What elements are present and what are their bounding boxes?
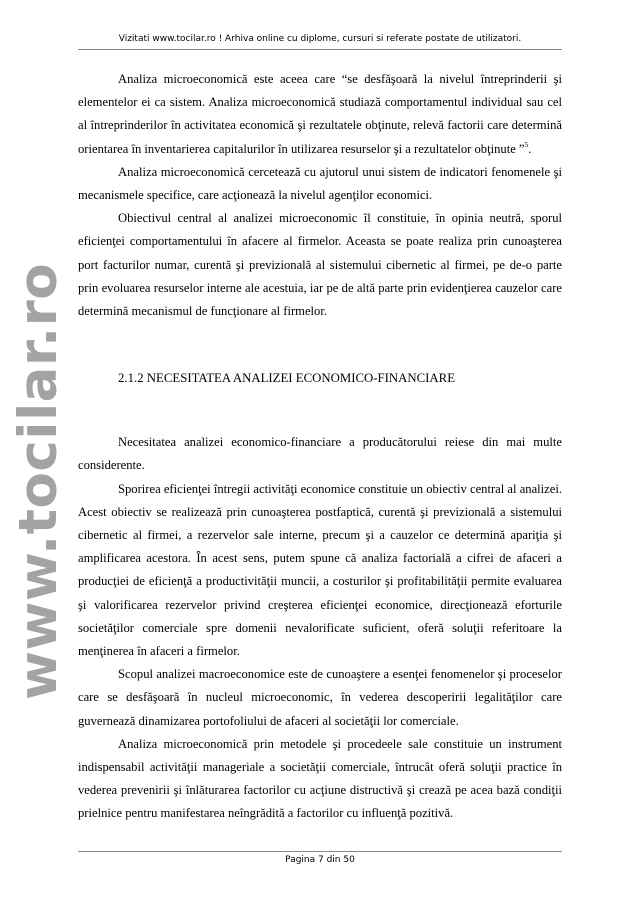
footer-divider	[78, 851, 562, 852]
footnote-marker: 5	[524, 139, 529, 149]
paragraph-7: Analiza microeconomică prin metodele şi procedeele sale constituie un instrument indispensabil activităţii manageriale a societăţii comerciale, întrucât oferă soluţii practice în vederea prevenirii şi înlăturarea factorilor cu acţiune distructivă şi crează pe acea bază condiţii prielnice pentru manifestarea neîngrădită a factorilor cu influenţă pozitivă.	[78, 736, 562, 821]
paragraph-1-end: .	[528, 141, 532, 156]
paragraph-1-text: Analiza microeconomică este aceea care “se desfăşoară la nivelul întreprinderii şi elementelor ei ca sistem. Analiza microeconomică studiază comportamentul individual sau cel al întreprinderilor în activitatea economică şi rezultatele obţinute, relevă factorii care determină orientarea în inventarierea capitalurilor în utilizarea resurselor şi a rezultatelor obţinute ”	[78, 72, 562, 156]
paragraph-1	[78, 68, 562, 161]
section-heading: 2.1.2 NECESITATEA ANALIZEI ECONOMICO-FINANCIARE	[118, 371, 456, 386]
page-header: Vizitati www.tocilar.ro ! Arhiva online cu diplome, cursuri si referate postate de utilizatori.	[118, 34, 522, 44]
watermark-logo: www.tocilar.ro	[8, 262, 69, 700]
header-divider	[78, 49, 562, 50]
paragraph-6: Scopul analizei macroeconomice este de cunoaştere a esenţei fenomenelor şi proceselor care se desfăşoară în nucleul microeconomic, în vederea descoperirii legalităţilor care guvernează dinamizarea portofoliului de afaceri al societăţii lor comerciale.	[78, 667, 562, 728]
document-body	[78, 68, 562, 826]
paragraph-4: Necesitatea analizei economico-financiare a producătorului reiese din mai multe considerente.	[78, 435, 562, 473]
paragraph-5: Sporirea eficienţei întregii activităţi economice constituie un obiectiv central al analizei. Acest obiectiv se realizează prin cunoaşterea postfaptică, curentă şi previzională a sistemului cibernetic al firmei, a rezervelor sale interne, precum şi a cauzelor ce determină apariţia şi amplificarea acestora. În acest sens, putem spune că analiza factorială a cifrei de afaceri a producţiei de eficienţă a productivităţii muncii, a costurilor şi profitabilităţii permite evaluarea şi valorificarea rezervelor privind creşterea eficienţei economice, direcţionează eforturile societăţilor comerciale spre domenii nevalorificate suficient, oferă soluţii referitoare la menţinerea în afaceri a firmelor.	[78, 481, 562, 659]
paragraph-2: Analiza microeconomică cercetează cu ajutorul unui sistem de indicatori fenomenele şi mecanismele specifice, care acţionează la nivelul agenţilor economici.	[78, 164, 562, 203]
page-number: Pagina 7 din 50	[285, 855, 355, 865]
paragraph-3: Obiectivul central al analizei microeconomic îl constituie, în opinia neutră, sporul eficienţei comportamentului în afacere al firmelor. Aceasta se poate realiza prin cunoaşterea port facturilor numar, curentă şi previzională al sistemului cibernetic al firmei, pe de-o parte prin evoluarea resurselor interne ale acestuia, iar pe de altă parte prin evidenţierea cauzelor care determină mecanismul de funcţionare al firmelor.	[78, 211, 562, 319]
